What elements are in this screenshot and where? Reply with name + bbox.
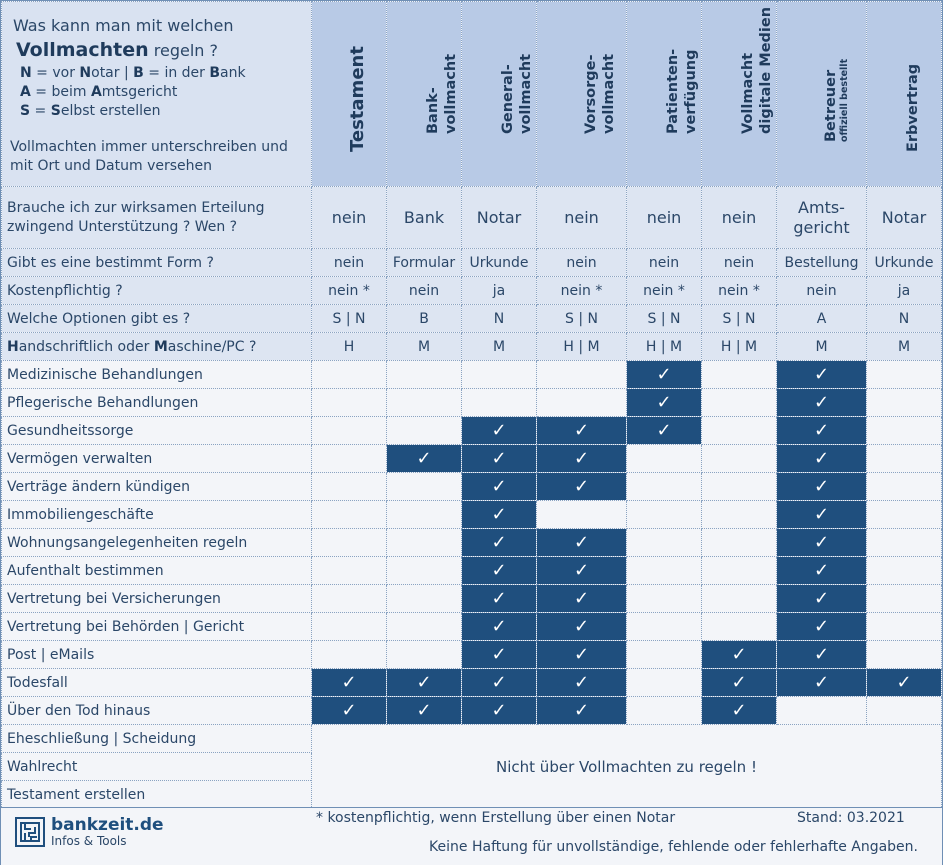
empty-cell [312, 557, 387, 585]
info-cell: H [312, 333, 387, 361]
empty-cell [387, 585, 462, 613]
check-icon: ✓ [462, 669, 537, 697]
check-row [2, 389, 942, 417]
empty-cell [627, 501, 702, 529]
empty-cell [387, 417, 462, 445]
info-cell: Bestellung [777, 249, 867, 277]
empty-cell [462, 361, 537, 389]
info-cell: nein * [312, 277, 387, 305]
empty-cell [867, 417, 942, 445]
check-icon: ✓ [537, 529, 627, 557]
check-icon: ✓ [777, 473, 867, 501]
info-cell: M [777, 333, 867, 361]
info-cell: B [387, 305, 462, 333]
info-cell: S | N [702, 305, 777, 333]
empty-cell [387, 473, 462, 501]
empty-cell [867, 445, 942, 473]
info-cell: nein [537, 187, 627, 249]
check-icon: ✓ [702, 669, 777, 697]
check-icon: ✓ [537, 417, 627, 445]
intro-panel [2, 2, 312, 187]
info-cell: nein [537, 249, 627, 277]
column-header-bankvollmacht: Bank- vollmacht [387, 2, 462, 187]
check-icon: ✓ [627, 417, 702, 445]
check-icon: ✓ [777, 389, 867, 417]
check-icon: ✓ [537, 557, 627, 585]
empty-cell [387, 361, 462, 389]
empty-cell [462, 389, 537, 417]
check-row [2, 585, 942, 613]
check-icon: ✓ [462, 417, 537, 445]
check-row-label: Verträge ändern kündigen [2, 473, 312, 501]
check-icon: ✓ [537, 669, 627, 697]
column-header-erbvertrag: Erbvertrag [867, 2, 942, 187]
check-row-label: Gesundheitssorge [2, 417, 312, 445]
empty-cell [867, 529, 942, 557]
empty-cell [312, 361, 387, 389]
column-header-betreuer: Betreuer offiziell bestellt [777, 2, 867, 187]
check-row-label: Pflegerische Behandlungen [2, 389, 312, 417]
check-row-label: Vertretung bei Versicherungen [2, 585, 312, 613]
check-icon: ✓ [312, 669, 387, 697]
check-icon: ✓ [462, 697, 537, 725]
column-header-digitale-medien: Vollmacht digitale Medien [702, 2, 777, 187]
info-cell: M [387, 333, 462, 361]
info-cell: nein [702, 187, 777, 249]
info-cell: H | M [627, 333, 702, 361]
info-cell: nein [777, 277, 867, 305]
info-cell: Notar [867, 187, 942, 249]
empty-cell [702, 501, 777, 529]
logo-title: bankzeit.de [51, 815, 164, 835]
info-cell: S | N [627, 305, 702, 333]
check-row [2, 529, 942, 557]
column-header-testament: Testament [312, 2, 387, 187]
check-icon: ✓ [462, 585, 537, 613]
empty-cell [627, 529, 702, 557]
not-regulated-message: Nicht über Vollmachten zu regeln ! [312, 725, 942, 809]
intro-question-rest: regeln ? [148, 41, 218, 60]
check-row [2, 417, 942, 445]
empty-cell [537, 389, 627, 417]
check-icon: ✓ [777, 529, 867, 557]
empty-cell [702, 445, 777, 473]
empty-cell [702, 557, 777, 585]
check-row [2, 445, 942, 473]
check-icon: ✓ [777, 501, 867, 529]
check-icon: ✓ [462, 529, 537, 557]
empty-cell [627, 697, 702, 725]
check-icon: ✓ [627, 389, 702, 417]
comparison-table [1, 1, 942, 809]
check-icon: ✓ [777, 557, 867, 585]
info-row [2, 333, 942, 361]
legend-line-amtsgericht: A = beim Amtsgericht [20, 84, 178, 100]
info-row-label: Handschriftlich oder Maschine/PC ? [2, 333, 312, 361]
info-row [2, 187, 942, 249]
check-row-label: Vermögen verwalten [2, 445, 312, 473]
check-icon: ✓ [777, 669, 867, 697]
not-regulated-row [2, 725, 942, 753]
empty-cell [387, 529, 462, 557]
column-header-generalvollmacht: General- vollmacht [462, 2, 537, 187]
empty-cell [702, 529, 777, 557]
check-row-label: Immobiliengeschäfte [2, 501, 312, 529]
check-icon: ✓ [462, 501, 537, 529]
check-icon: ✓ [462, 613, 537, 641]
check-icon: ✓ [777, 641, 867, 669]
check-row-label: Medizinische Behandlungen [2, 361, 312, 389]
check-row [2, 641, 942, 669]
check-icon: ✓ [387, 669, 462, 697]
empty-cell [627, 557, 702, 585]
column-header-vorsorgevollmacht: Vorsorge- vollmacht [537, 2, 627, 187]
check-row-label: Aufenthalt bestimmen [2, 557, 312, 585]
check-icon: ✓ [702, 697, 777, 725]
check-row [2, 361, 942, 389]
info-row [2, 277, 942, 305]
check-icon: ✓ [777, 613, 867, 641]
bankzeit-logo[interactable] [15, 816, 164, 848]
check-icon: ✓ [312, 697, 387, 725]
info-cell: Formular [387, 249, 462, 277]
info-cell: nein * [627, 277, 702, 305]
empty-cell [312, 529, 387, 557]
empty-cell [627, 585, 702, 613]
info-row [2, 249, 942, 277]
check-icon: ✓ [777, 417, 867, 445]
empty-cell [627, 641, 702, 669]
intro-question-bold: Vollmachten [16, 39, 149, 61]
empty-cell [627, 445, 702, 473]
info-cell: nein [387, 277, 462, 305]
empty-cell [867, 389, 942, 417]
info-cell: Amts-gericht [777, 187, 867, 249]
empty-cell [312, 641, 387, 669]
footer [1, 807, 942, 865]
check-icon: ✓ [702, 641, 777, 669]
empty-cell [312, 417, 387, 445]
info-cell: nein [702, 249, 777, 277]
check-row [2, 557, 942, 585]
empty-cell [387, 641, 462, 669]
check-icon: ✓ [462, 641, 537, 669]
check-icon: ✓ [537, 641, 627, 669]
info-cell: H | M [702, 333, 777, 361]
empty-cell [702, 389, 777, 417]
info-cell: M [867, 333, 942, 361]
empty-cell [867, 641, 942, 669]
check-row-label: Wohnungsangelegenheiten regeln [2, 529, 312, 557]
check-icon: ✓ [777, 361, 867, 389]
info-cell: nein * [537, 277, 627, 305]
check-icon: ✓ [537, 585, 627, 613]
check-icon: ✓ [537, 613, 627, 641]
info-cell: nein [312, 249, 387, 277]
check-icon: ✓ [777, 585, 867, 613]
check-icon: ✓ [777, 445, 867, 473]
info-cell: Bank [387, 187, 462, 249]
empty-cell [312, 501, 387, 529]
intro-question-line2 [16, 39, 218, 61]
empty-cell [867, 697, 942, 725]
empty-cell [387, 613, 462, 641]
empty-cell [312, 613, 387, 641]
check-row [2, 473, 942, 501]
check-icon: ✓ [537, 697, 627, 725]
empty-cell [537, 361, 627, 389]
empty-cell [867, 585, 942, 613]
empty-cell [387, 557, 462, 585]
header-row [2, 2, 942, 187]
logo-subtitle: Infos & Tools [51, 834, 127, 848]
empty-cell [702, 417, 777, 445]
info-row-label: Gibt es eine bestimmt Form ? [2, 249, 312, 277]
stand-date: Stand: 03.2021 [797, 810, 905, 826]
check-icon: ✓ [537, 473, 627, 501]
empty-cell [627, 473, 702, 501]
check-row-label: Vertretung bei Behörden | Gericht [2, 613, 312, 641]
info-cell: S | N [312, 305, 387, 333]
check-row-label: Todesfall [2, 669, 312, 697]
check-icon: ✓ [462, 473, 537, 501]
empty-cell [702, 473, 777, 501]
check-icon: ✓ [462, 557, 537, 585]
check-icon: ✓ [387, 445, 462, 473]
footnote-cost: * kostenpflichtig, wenn Erstellung über einen Notar [316, 810, 676, 826]
check-row [2, 697, 942, 725]
info-cell: H | M [537, 333, 627, 361]
column-header-patientenverfuegung: Patienten- verfügung [627, 2, 702, 187]
info-cell: ja [867, 277, 942, 305]
check-row [2, 613, 942, 641]
empty-cell [867, 613, 942, 641]
empty-cell [387, 501, 462, 529]
check-icon: ✓ [387, 697, 462, 725]
info-cell: Urkunde [462, 249, 537, 277]
info-cell: Urkunde [867, 249, 942, 277]
info-cell: nein [312, 187, 387, 249]
empty-cell [537, 501, 627, 529]
legend-line-selbst: S = Selbst erstellen [20, 103, 161, 119]
info-cell: nein * [702, 277, 777, 305]
info-row-label: Welche Optionen gibt es ? [2, 305, 312, 333]
check-row-label: Über den Tod hinaus [2, 697, 312, 725]
intro-note: Vollmachten immer unterschreiben und mit Ort und Datum versehen [10, 139, 288, 174]
check-row-label: Post | eMails [2, 641, 312, 669]
intro-question-line1: Was kann man mit welchen [13, 16, 234, 35]
info-cell: A [777, 305, 867, 333]
check-icon: ✓ [462, 445, 537, 473]
empty-cell [627, 669, 702, 697]
empty-cell [387, 389, 462, 417]
info-cell: S | N [537, 305, 627, 333]
check-icon: ✓ [867, 669, 942, 697]
empty-cell [312, 445, 387, 473]
info-row-label: Kostenpflichtig ? [2, 277, 312, 305]
info-row-label: Brauche ich zur wirksamen Erteilung zwingend Unterstützung ? Wen ? [2, 187, 312, 249]
info-row [2, 305, 942, 333]
empty-cell [702, 361, 777, 389]
info-cell: Notar [462, 187, 537, 249]
info-cell: nein [627, 249, 702, 277]
info-cell: N [867, 305, 942, 333]
empty-cell [312, 585, 387, 613]
empty-cell [312, 389, 387, 417]
not-regulated-label: Testament erstellen [2, 781, 312, 809]
check-icon: ✓ [537, 445, 627, 473]
empty-cell [312, 473, 387, 501]
empty-cell [702, 613, 777, 641]
empty-cell [627, 613, 702, 641]
empty-cell [867, 501, 942, 529]
legend-line-notar-bank: N = vor Notar | B = in der Bank [20, 65, 246, 81]
empty-cell [867, 473, 942, 501]
not-regulated-label: Wahlrecht [2, 753, 312, 781]
disclaimer: Keine Haftung für unvollständige, fehlende oder fehlerhafte Angaben. [429, 839, 918, 855]
empty-cell [867, 557, 942, 585]
logo-maze-icon [15, 817, 45, 847]
not-regulated-label: Eheschließung | Scheidung [2, 725, 312, 753]
empty-cell [867, 361, 942, 389]
check-icon: ✓ [627, 361, 702, 389]
empty-cell [702, 585, 777, 613]
check-row [2, 501, 942, 529]
check-row [2, 669, 942, 697]
empty-cell [777, 697, 867, 725]
info-cell: ja [462, 277, 537, 305]
info-cell: nein [627, 187, 702, 249]
info-cell: M [462, 333, 537, 361]
info-cell: N [462, 305, 537, 333]
